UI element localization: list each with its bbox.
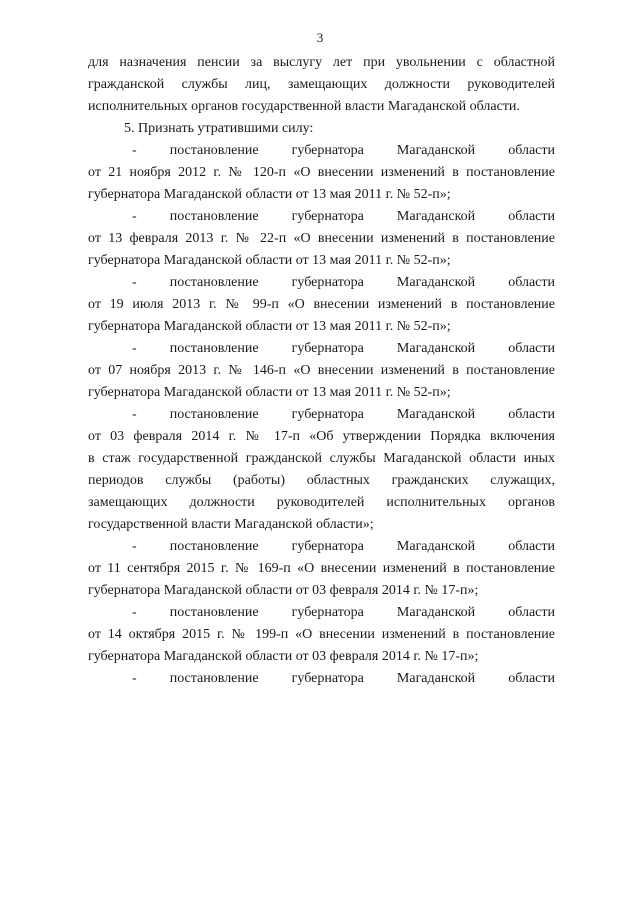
text-line: губернатора Магаданской области от 13 мая 2011 г. № 52-п»; (88, 385, 451, 400)
text-line: 5. Признать утратившими силу: (124, 121, 314, 136)
text-line: - постановление губернатора Магаданской области (132, 605, 555, 620)
text-line: губернатора Магаданской области от 03 февраля 2014 г. № 17-п»; (88, 649, 479, 664)
text-line: - постановление губернатора Магаданской области (132, 407, 555, 422)
text-line: гражданской службы лиц, замещающих должности руководителей (88, 77, 555, 92)
text-line: замещающих должности руководителей исполнительных органов (88, 495, 555, 510)
text-line: - постановление губернатора Магаданской области (132, 539, 555, 554)
paragraph-decree-continued (88, 668, 555, 690)
text-line: - постановление губернатора Магаданской области (132, 275, 555, 290)
text-line: - постановление губернатора Магаданской области (132, 209, 555, 224)
text-line: в стаж государственной гражданской службы Магаданской области иных (88, 451, 555, 466)
text-line: - постановление губернатора Магаданской области (132, 143, 555, 158)
document-body (88, 52, 555, 690)
text-line: губернатора Магаданской области от 03 февраля 2014 г. № 17-п»; (88, 583, 479, 598)
text-line: губернатора Магаданской области от 13 мая 2011 г. № 52-п»; (88, 187, 451, 202)
text-line: периодов службы (работы) областных гражданских служащих, (88, 473, 555, 488)
text-line: от 11 сентября 2015 г. № 169-п «О внесении изменений в постановление (88, 561, 555, 576)
paragraph-decree-2015-169 (88, 536, 555, 602)
text-line: губернатора Магаданской области от 13 мая 2011 г. № 52-п»; (88, 253, 451, 268)
text-line: исполнительных органов государственной власти Магаданской области. (88, 99, 520, 114)
text-line: государственной власти Магаданской области»; (88, 517, 374, 532)
text-line: от 19 июля 2013 г. № 99-п «О внесении изменений в постановление (88, 297, 555, 312)
text-line: - постановление губернатора Магаданской области (132, 341, 555, 356)
text-line: от 03 февраля 2014 г. № 17-п «Об утверждении Порядка включения (88, 429, 555, 444)
paragraph-decree-2013-99 (88, 272, 555, 338)
text-line: от 07 ноября 2013 г. № 146-п «О внесении изменений в постановление (88, 363, 555, 378)
text-line: для назначения пенсии за выслугу лет при увольнении с областной (88, 55, 555, 70)
paragraph-pension (88, 52, 555, 118)
paragraph-decree-2013-22 (88, 206, 555, 272)
paragraph-decree-2013-146 (88, 338, 555, 404)
paragraph-decree-2014-17 (88, 404, 555, 536)
text-line: губернатора Магаданской области от 13 мая 2011 г. № 52-п»; (88, 319, 451, 334)
text-line: от 21 ноября 2012 г. № 120-п «О внесении изменений в постановление (88, 165, 555, 180)
paragraph-decree-2012-120 (88, 140, 555, 206)
paragraph-item-5 (88, 118, 555, 140)
text-line: - постановление губернатора Магаданской области (132, 671, 555, 686)
paragraph-decree-2015-199 (88, 602, 555, 668)
text-line: от 14 октября 2015 г. № 199-п «О внесении изменений в постановление (88, 627, 555, 642)
text-line: от 13 февраля 2013 г. № 22-п «О внесении изменений в постановление (88, 231, 555, 246)
page-number: 3 (316, 30, 324, 45)
